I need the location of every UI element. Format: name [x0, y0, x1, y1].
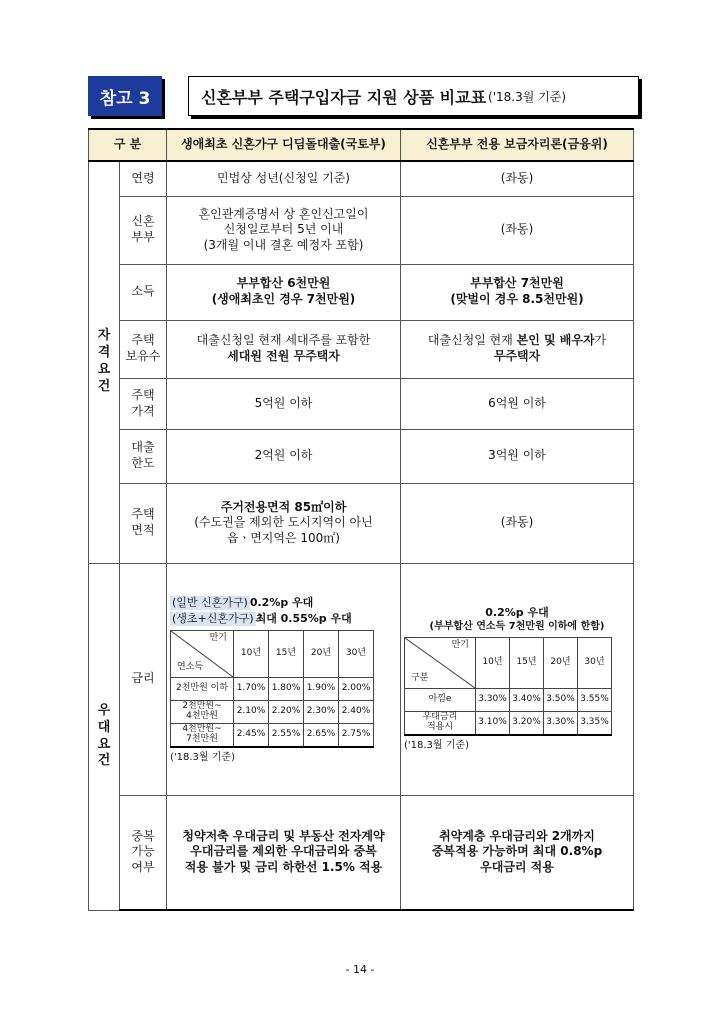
cell-area-b: (좌동) [401, 483, 634, 563]
rate-row [405, 712, 612, 736]
label-duplicate: 중복 가능 여부 [120, 795, 167, 910]
rate-value: 3.10% [476, 712, 510, 736]
rate-row [405, 689, 612, 712]
cell-price-b: 6억원 이하 [401, 378, 634, 429]
rate-value: 2.55% [269, 724, 304, 748]
rate-value: 2.45% [234, 724, 269, 748]
rate-row-label: 2천만원 이하 [171, 678, 234, 701]
text-line: 신청일로부터 5년 이내 [223, 222, 344, 237]
rate-value: 1.70% [234, 678, 269, 701]
rate-row-label: 아낌e [405, 689, 476, 712]
rate-header-row [171, 631, 374, 678]
text-line: 대출신청일 현재 세대주를 포함한 [196, 333, 371, 348]
cell-marriage-a [167, 196, 401, 264]
text-span: 최대 0.55%p 우대 [255, 612, 352, 625]
text-line: 우대금리 적용 [480, 860, 554, 875]
label-rate: 금리 [120, 563, 167, 795]
corner-top-label: 만기 [209, 633, 227, 644]
cell-owner-b [401, 320, 634, 378]
rate-row-label: 4천만원~ 7천만원 [171, 724, 234, 748]
highlight-text: (일반 신혼가구) [172, 595, 248, 609]
row-age [89, 161, 634, 196]
rate-value: 2.10% [234, 701, 269, 724]
comparison-table [88, 128, 634, 911]
row-limit [89, 429, 634, 483]
text-line: (부부합산 연소득 7천만원 이하에 한함) [429, 621, 605, 633]
title-date: ('18.3월 기준) [488, 89, 567, 104]
text-line: 취약계층 우대금리와 2개까지 [439, 828, 595, 843]
rate-value: 2.20% [269, 701, 304, 724]
cell-income-a [167, 264, 401, 320]
text-line: 청약저축 우대금리 및 부동산 전자계약 [182, 828, 385, 843]
highlight-text: (생초+신혼가구) [172, 612, 254, 625]
corner-top-label: 만기 [451, 640, 469, 651]
text-line: (맞벌이 경우 8.5천만원) [450, 292, 584, 306]
group-qualification: 자격 요건 [89, 161, 120, 563]
cell-dup-b [401, 795, 634, 910]
term-header: 30년 [339, 631, 374, 678]
term-header: 20년 [544, 638, 578, 689]
text-line: 세대원 전원 무주택자 [227, 349, 340, 363]
rate-value: 3.30% [476, 689, 510, 712]
rate-note-a: ('18.3월 기준) [170, 752, 235, 764]
cell-price-a: 5억원 이하 [167, 378, 401, 429]
cell-rate-b [401, 563, 634, 795]
term-header: 30년 [578, 638, 612, 689]
corner-bottom-label: 구분 [411, 673, 429, 684]
row-area [89, 483, 634, 563]
text-line: 부부합산 6천만원 [236, 276, 331, 291]
row-rate [89, 563, 634, 795]
title-box [188, 76, 639, 116]
rate-value: 2.30% [304, 701, 339, 724]
label-house-owned: 주택 보유수 [120, 320, 167, 378]
cell-rate-a [167, 563, 401, 795]
rate-value: 2.65% [304, 724, 339, 748]
text-line: (수도권을 제외한 도시지역이 아닌 [194, 515, 373, 530]
text-line [404, 333, 630, 349]
col-category: 구 분 [89, 129, 167, 161]
rate-table-didimdol [170, 630, 374, 748]
text-line: 적용 불가 및 금리 하한선 1.5% 적용 [184, 860, 383, 875]
rate-row [171, 678, 374, 701]
cell-area-a [167, 483, 401, 563]
rate-value: 2.75% [339, 724, 374, 748]
table-header-row [89, 129, 634, 161]
rate-value: 3.40% [510, 689, 544, 712]
text-line [170, 596, 397, 610]
col-didimdol: 생애최초 신혼가구 디딤돌대출(국토부) [167, 129, 401, 161]
label-limit: 대출 한도 [120, 429, 167, 483]
text-line: 0.2%p 우대 [485, 605, 549, 619]
corner-bottom-label: 연소득 [177, 662, 204, 673]
rate-value: 3.35% [578, 712, 612, 736]
cell-limit-b: 3억원 이하 [401, 429, 634, 483]
cell-dup-a [167, 795, 401, 910]
text-line: 중복적용 가능하며 최대 0.8%p [431, 844, 603, 859]
text-span: 대출신청일 현재 [427, 333, 517, 348]
text-span: 본인 및 배우자 [516, 333, 595, 348]
rate-value: 3.50% [544, 689, 578, 712]
rate-value: 3.30% [544, 712, 578, 736]
text-line [170, 612, 397, 626]
cell-limit-a: 2억원 이하 [167, 429, 401, 483]
label-age: 연령 [120, 161, 167, 196]
rate-value: 2.00% [339, 678, 374, 701]
row-price [89, 378, 634, 429]
cell-marriage-b: (좌동) [401, 196, 634, 264]
cell-age-a: 민법상 성년(신청일 기준) [167, 161, 401, 196]
corner-cell [405, 638, 476, 689]
text-line: (생애최초인 경우 7천만원) [211, 292, 356, 306]
text-line: 혼인관계증명서 상 혼인신고일이 [198, 206, 369, 221]
term-header: 15년 [269, 631, 304, 678]
term-header: 20년 [304, 631, 339, 678]
text-line: 부부합산 7천만원 [470, 276, 564, 291]
row-income [89, 264, 634, 320]
cell-age-b: (좌동) [401, 161, 634, 196]
text-span: 가 [594, 333, 607, 348]
header [88, 76, 639, 116]
label-marriage: 신혼 부부 [120, 196, 167, 264]
rate-row-label: 우대금리 적용시 [405, 712, 476, 736]
cell-income-b [401, 264, 634, 320]
cell-owner-a [167, 320, 401, 378]
row-duplicate [89, 795, 634, 910]
col-bogeumjari: 신혼부부 전용 보금자리론(금융위) [401, 129, 634, 161]
label-area: 주택 면적 [120, 483, 167, 563]
reference-badge: 참고 3 [88, 76, 162, 116]
rate-row [171, 701, 374, 724]
rate-row-label: 2천만원~ 4천만원 [171, 701, 234, 724]
text-line: 읍ㆍ면지역은 100㎡) [227, 530, 340, 545]
text-span: 0.2%p 우대 [249, 595, 314, 609]
label-price: 주택 가격 [120, 378, 167, 429]
text-line: 우대금리를 제외한 우대금리와 중복 [190, 844, 377, 859]
rate-note-b: ('18.3월 기준) [404, 740, 469, 752]
term-header: 10년 [476, 638, 510, 689]
label-income: 소득 [120, 264, 167, 320]
group-preference: 우대 요건 [89, 563, 120, 910]
term-header: 10년 [234, 631, 269, 678]
rate-row [171, 724, 374, 748]
rate-header-row [405, 638, 612, 689]
rate-value: 2.40% [339, 701, 374, 724]
rate-value: 3.55% [578, 689, 612, 712]
page-title: 신혼부부 주택구입자금 지원 상품 비교표 [201, 87, 487, 107]
text-line: 주거전용면적 85㎡이하 [220, 499, 347, 514]
rate-table-bogeumjari [404, 637, 612, 736]
text-line: (3개월 이내 결혼 예정자 포함) [203, 237, 364, 252]
rate-value: 3.20% [510, 712, 544, 736]
term-header: 15년 [510, 638, 544, 689]
page-number: - 14 - [345, 963, 375, 976]
row-marriage [89, 196, 634, 264]
row-house-owned [89, 320, 634, 378]
corner-cell [171, 631, 234, 678]
rate-value: 1.80% [269, 678, 304, 701]
rate-value: 1.90% [304, 678, 339, 701]
text-line: 무주택자 [493, 349, 541, 363]
